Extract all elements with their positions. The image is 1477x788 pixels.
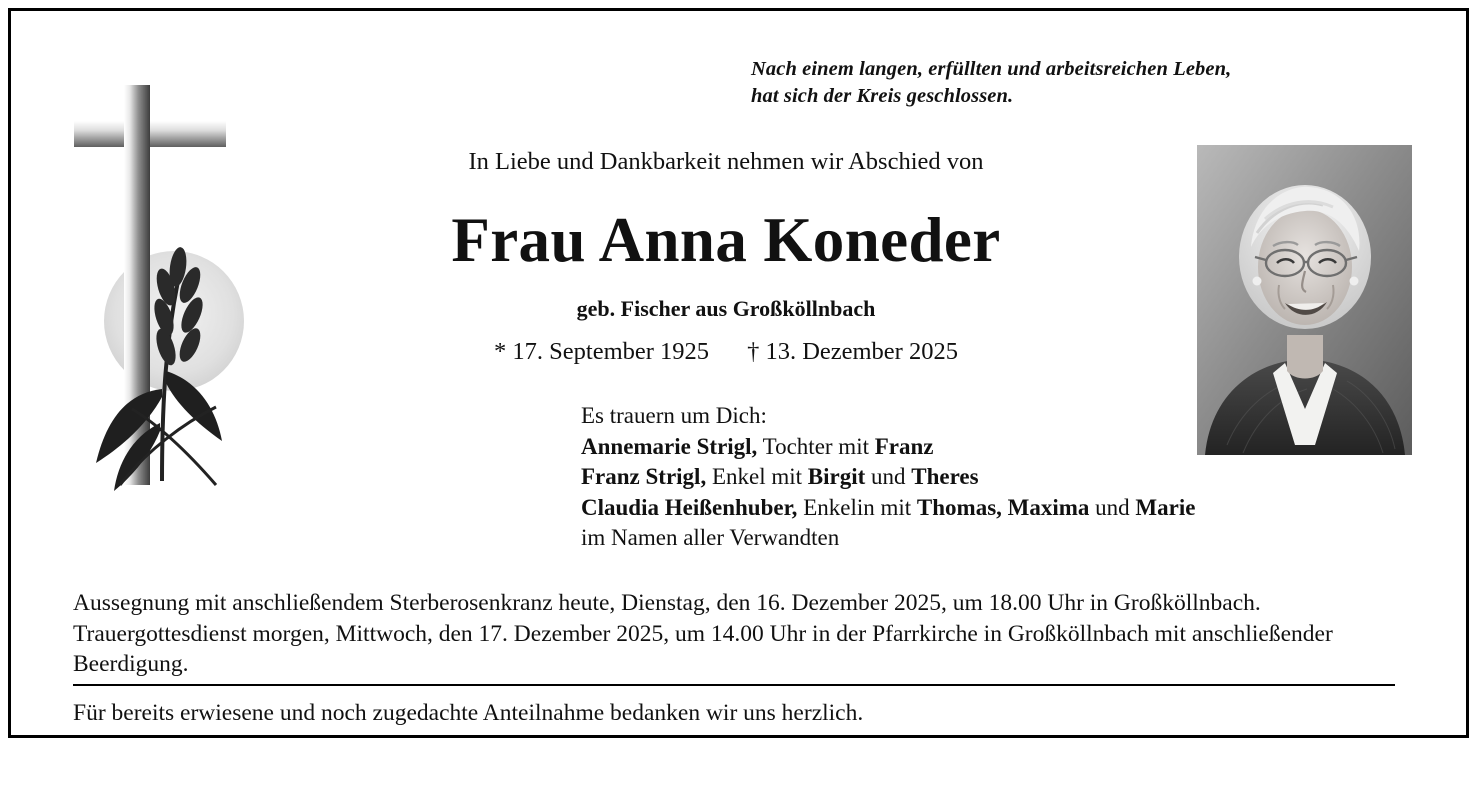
- mourner-2-conjunction: und: [865, 464, 912, 490]
- mourner-2-relation: Enkel mit: [706, 464, 808, 490]
- mourners-closing: im Namen aller Verwandten: [581, 525, 840, 551]
- cross-wheat-icon: [66, 71, 276, 501]
- birth-date: * 17. September 1925: [494, 338, 710, 365]
- deceased-maiden-origin: geb. Fischer aus Großköllnbach: [576, 296, 876, 321]
- mourner-1-relation: Tochter mit: [757, 433, 875, 459]
- intro-line-2: hat sich der Kreis geschlossen.: [751, 85, 1014, 108]
- mourner-line-1: [581, 432, 1441, 463]
- mourner-3-partner-2: Marie: [1135, 494, 1196, 520]
- mourner-line-2: [581, 462, 1441, 493]
- mourner-3-partners: Thomas, Maxima: [916, 494, 1090, 520]
- mourners-block: [581, 401, 1441, 554]
- mourners-heading: Es trauern um Dich:: [581, 403, 767, 428]
- divider-rule: [73, 684, 1395, 686]
- mourner-3-relation: Enkelin mit: [797, 494, 917, 520]
- mourner-3-name: Claudia Heißenhuber,: [581, 494, 798, 520]
- mourner-2-partner: Birgit: [807, 464, 866, 490]
- death-date: † 13. Dezember 2025: [747, 338, 958, 365]
- mourner-3-conjunction: und: [1089, 494, 1136, 520]
- obituary-notice-card: [8, 8, 1469, 738]
- deceased-dates: [301, 338, 1151, 366]
- intro-line-1: Nach einem langen, erfüllten und arbeitsreichen Leben,: [751, 58, 1232, 80]
- notice-inner: [11, 11, 1466, 735]
- service-details: Aussegnung mit anschließendem Sterberosenkranz heute, Dienstag, den 16. Dezember 2025, um 18.00 Uhr in Großköllnbach. Trauergottesdienst morgen, Mittwoch, den 17. Dezember 2025, um 14.00 Uhr in der Pfarrkirche in Großköllnbach mit anschließender Beerdigung.: [73, 590, 1333, 678]
- thanks-note: Für bereits erwiesene und noch zugedachte Anteilnahme bedanken wir uns herzlich.: [73, 700, 864, 726]
- farewell-line: In Liebe und Dankbarkeit nehmen wir Abschied von: [468, 148, 984, 175]
- mourner-1-name: Annemarie Strigl,: [581, 433, 758, 459]
- mourner-line-3: [581, 493, 1441, 524]
- deceased-name: Frau Anna Koneder: [451, 205, 1001, 275]
- intro-text: [751, 56, 1411, 111]
- mourner-1-partner: Franz: [874, 433, 934, 459]
- mourner-2-partner-2: Theres: [911, 464, 979, 490]
- mourner-2-name: Franz Strigl,: [581, 464, 707, 490]
